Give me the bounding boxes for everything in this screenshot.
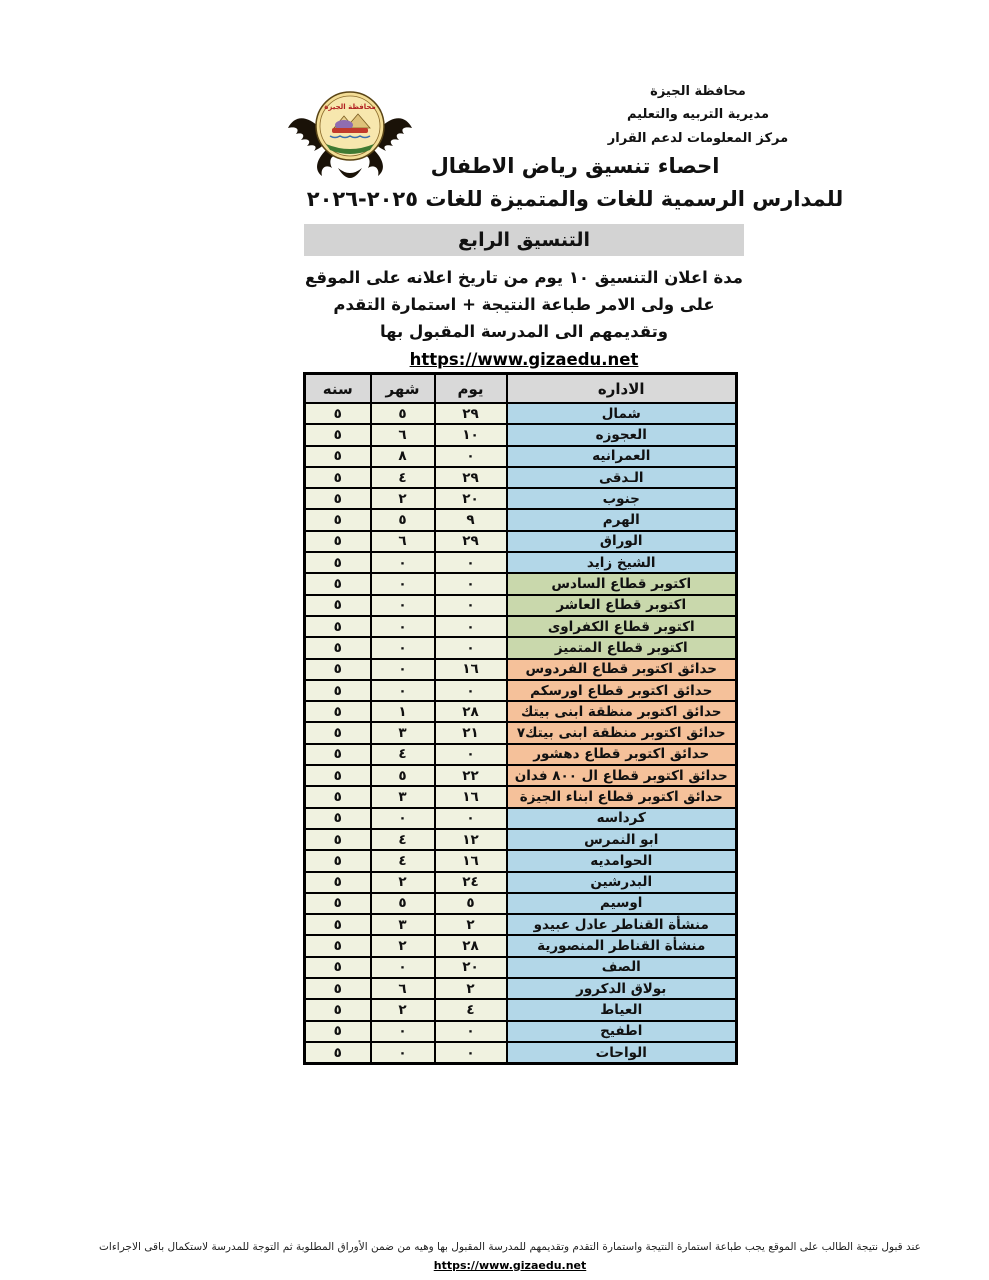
year-cell: ٥ xyxy=(305,765,371,786)
day-cell: ٠ xyxy=(435,595,507,616)
month-cell: ٠ xyxy=(371,680,435,701)
month-cell: ٠ xyxy=(371,1042,435,1064)
table-row xyxy=(305,488,737,509)
day-cell: ٢٨ xyxy=(435,935,507,956)
table-row xyxy=(305,446,737,467)
org-header-line: مركز المعلومات لدعم القرار xyxy=(607,130,789,146)
day-cell: ١٠ xyxy=(435,424,507,445)
year-cell: ٥ xyxy=(305,701,371,722)
day-cell: ٥ xyxy=(435,893,507,914)
month-cell: ٦ xyxy=(371,424,435,445)
admin-name-cell: منشأة القناطر عادل عبيدو xyxy=(507,914,737,935)
admin-name-cell: حدائق اكتوبر قطاع دهشور xyxy=(507,744,737,765)
header-admin: الاداره xyxy=(507,374,737,404)
coordination-round-banner: التنسيق الرابع xyxy=(304,224,744,256)
table-row xyxy=(305,403,737,424)
table-row xyxy=(305,744,737,765)
year-cell: ٥ xyxy=(305,957,371,978)
year-cell: ٥ xyxy=(305,424,371,445)
table-row xyxy=(305,573,737,594)
day-cell: ٠ xyxy=(435,446,507,467)
table-row xyxy=(305,467,737,488)
year-cell: ٥ xyxy=(305,509,371,530)
admin-name-cell: العياط xyxy=(507,999,737,1020)
year-cell: ٥ xyxy=(305,488,371,509)
table-row xyxy=(305,978,737,999)
admin-name-cell: البدرشين xyxy=(507,872,737,893)
day-cell: ٤ xyxy=(435,999,507,1020)
admin-name-cell: حدائق اكتوبر قطاع ابناء الجيزة xyxy=(507,786,737,807)
month-cell: ٢ xyxy=(371,872,435,893)
month-cell: ٣ xyxy=(371,722,435,743)
day-cell: ٠ xyxy=(435,637,507,658)
footer-link-wrap xyxy=(60,1257,960,1276)
table-row xyxy=(305,701,737,722)
admin-name-cell: الواحات xyxy=(507,1042,737,1064)
table-row xyxy=(305,808,737,829)
table-row xyxy=(305,893,737,914)
month-cell: ٤ xyxy=(371,744,435,765)
table-row xyxy=(305,1021,737,1042)
admin-name-cell: حدائق اكتوبر قطاع ال ٨٠٠ فدان xyxy=(507,765,737,786)
table-row xyxy=(305,509,737,530)
month-cell: ٠ xyxy=(371,1021,435,1042)
day-cell: ٢٨ xyxy=(435,701,507,722)
month-cell: ٥ xyxy=(371,765,435,786)
day-cell: ٢١ xyxy=(435,722,507,743)
admin-name-cell: كرداسه xyxy=(507,808,737,829)
month-cell: ٤ xyxy=(371,467,435,488)
admin-name-cell: الهرم xyxy=(507,509,737,530)
year-cell: ٥ xyxy=(305,850,371,871)
notice-line: وتقديمهم الى المدرسة المقبول بها xyxy=(379,322,669,342)
month-cell: ٠ xyxy=(371,573,435,594)
day-cell: ٢٩ xyxy=(435,531,507,552)
header-month: شهر xyxy=(371,374,435,404)
title-line-1: احصاء تنسيق رياض الاطفال xyxy=(430,154,720,178)
admin-name-cell: حدائق اكتوبر منظقة ابنى بيتك٧ xyxy=(507,722,737,743)
year-cell: ٥ xyxy=(305,829,371,850)
org-header-line: محافظة الجيزة xyxy=(650,84,746,99)
year-cell: ٥ xyxy=(305,914,371,935)
month-cell: ٨ xyxy=(371,446,435,467)
month-cell: ٠ xyxy=(371,637,435,658)
table-header-row xyxy=(305,374,737,404)
table-row xyxy=(305,424,737,445)
year-cell: ٥ xyxy=(305,808,371,829)
year-cell: ٥ xyxy=(305,935,371,956)
footer xyxy=(60,1239,960,1276)
year-cell: ٥ xyxy=(305,403,371,424)
day-cell: ٢٢ xyxy=(435,765,507,786)
admin-name-cell: اوسيم xyxy=(507,893,737,914)
day-cell: ٢٠ xyxy=(435,488,507,509)
day-cell: ٠ xyxy=(435,1021,507,1042)
day-cell: ٢٩ xyxy=(435,467,507,488)
year-cell: ٥ xyxy=(305,446,371,467)
page-title xyxy=(230,150,920,215)
month-cell: ٥ xyxy=(371,403,435,424)
admin-name-cell: الحوامديه xyxy=(507,850,737,871)
year-cell: ٥ xyxy=(305,659,371,680)
day-cell: ٢٩ xyxy=(435,403,507,424)
year-cell: ٥ xyxy=(305,531,371,552)
month-cell: ٠ xyxy=(371,659,435,680)
table-row xyxy=(305,616,737,637)
admin-name-cell: اكتوبر قطاع الكفراوى xyxy=(507,616,737,637)
month-cell: ٣ xyxy=(371,786,435,807)
month-cell: ٥ xyxy=(371,893,435,914)
table-row xyxy=(305,786,737,807)
day-cell: ١٦ xyxy=(435,850,507,871)
year-cell: ٥ xyxy=(305,786,371,807)
month-cell: ٠ xyxy=(371,808,435,829)
coordination-table xyxy=(303,372,738,1065)
day-cell: ٠ xyxy=(435,1042,507,1064)
admin-name-cell: الصف xyxy=(507,957,737,978)
footer-text: عند قبول نتيجة الطالب على الموقع يجب طباعة استمارة النتيجة واستمارة التقدم وتقديمهم للمدرسة المقبول بها وهيه من ضمن الأوراق المطلوبة ثم التوجة للمدرسة لاستكمال باقى الاجراءات xyxy=(99,1241,921,1253)
table-row xyxy=(305,829,737,850)
table-row xyxy=(305,765,737,786)
header-year: سنه xyxy=(305,374,371,404)
admin-name-cell: الشيخ زايد xyxy=(507,552,737,573)
year-cell: ٥ xyxy=(305,978,371,999)
year-cell: ٥ xyxy=(305,637,371,658)
admin-name-cell: اكتوبر قطاع العاشر xyxy=(507,595,737,616)
year-cell: ٥ xyxy=(305,467,371,488)
year-cell: ٥ xyxy=(305,573,371,594)
table-row xyxy=(305,531,737,552)
table-row xyxy=(305,872,737,893)
month-cell: ٥ xyxy=(371,509,435,530)
admin-name-cell: بولاق الدكرور xyxy=(507,978,737,999)
year-cell: ٥ xyxy=(305,999,371,1020)
month-cell: ٣ xyxy=(371,914,435,935)
month-cell: ٠ xyxy=(371,595,435,616)
day-cell: ٢ xyxy=(435,978,507,999)
table-row xyxy=(305,957,737,978)
table-row xyxy=(305,914,737,935)
org-header xyxy=(593,80,803,150)
table-row xyxy=(305,552,737,573)
site-link-wrap xyxy=(304,346,744,373)
table-row xyxy=(305,637,737,658)
day-cell: ١٦ xyxy=(435,659,507,680)
table-row xyxy=(305,680,737,701)
admin-name-cell: حدائق اكتوبر منظقة ابنى بيتك xyxy=(507,701,737,722)
table-row xyxy=(305,595,737,616)
notice-block xyxy=(304,264,744,373)
table-row xyxy=(305,722,737,743)
table-row xyxy=(305,1042,737,1064)
month-cell: ٦ xyxy=(371,978,435,999)
table-row xyxy=(305,850,737,871)
year-cell: ٥ xyxy=(305,595,371,616)
admin-name-cell: جنوب xyxy=(507,488,737,509)
year-cell: ٥ xyxy=(305,722,371,743)
year-cell: ٥ xyxy=(305,1021,371,1042)
admin-name-cell: العجوزه xyxy=(507,424,737,445)
day-cell: ٢٤ xyxy=(435,872,507,893)
admin-name-cell: الـدقى xyxy=(507,467,737,488)
day-cell: ٠ xyxy=(435,573,507,594)
day-cell: ٠ xyxy=(435,680,507,701)
day-cell: ٠ xyxy=(435,616,507,637)
notice-line: مدة اعلان التنسيق ١٠ يوم من تاريخ اعلانه على الموقع xyxy=(305,268,743,287)
footer-link[interactable]: https://www.gizaedu.net xyxy=(433,1258,587,1272)
table-row xyxy=(305,659,737,680)
day-cell: ٩ xyxy=(435,509,507,530)
month-cell: ٠ xyxy=(371,957,435,978)
org-header-line: مديرية التربيه والتعليم xyxy=(626,107,770,123)
header-day: يوم xyxy=(435,374,507,404)
notice-line: على ولى الامر طباعة النتيجة + استمارة التقدم xyxy=(333,295,715,315)
year-cell: ٥ xyxy=(305,893,371,914)
admin-name-cell: الوراق xyxy=(507,531,737,552)
month-cell: ٢ xyxy=(371,999,435,1020)
month-cell: ٠ xyxy=(371,616,435,637)
site-link[interactable]: https://www.gizaedu.net xyxy=(409,349,639,369)
day-cell: ٠ xyxy=(435,808,507,829)
admin-name-cell: شمال xyxy=(507,403,737,424)
month-cell: ٢ xyxy=(371,935,435,956)
month-cell: ٠ xyxy=(371,552,435,573)
admin-name-cell: اكتوبر قطاع السادس xyxy=(507,573,737,594)
admin-name-cell: العمرانيه xyxy=(507,446,737,467)
day-cell: ٢ xyxy=(435,914,507,935)
year-cell: ٥ xyxy=(305,680,371,701)
year-cell: ٥ xyxy=(305,552,371,573)
admin-name-cell: حدائق اكتوبر قطاع اورسكم xyxy=(507,680,737,701)
day-cell: ٠ xyxy=(435,552,507,573)
svg-text:محافظة الجيزة: محافظة الجيزة xyxy=(324,103,376,111)
admin-name-cell: اطفيح xyxy=(507,1021,737,1042)
year-cell: ٥ xyxy=(305,616,371,637)
year-cell: ٥ xyxy=(305,744,371,765)
month-cell: ٤ xyxy=(371,829,435,850)
month-cell: ٤ xyxy=(371,850,435,871)
month-cell: ٦ xyxy=(371,531,435,552)
month-cell: ١ xyxy=(371,701,435,722)
title-line-2: للمدارس الرسمية للغات والمتميزة للغات ٢٠٢٥-٢٠٢٦ xyxy=(306,186,844,211)
day-cell: ٠ xyxy=(435,744,507,765)
table-row xyxy=(305,935,737,956)
month-cell: ٢ xyxy=(371,488,435,509)
admin-name-cell: اكتوبر قطاع المتميز xyxy=(507,637,737,658)
day-cell: ١٦ xyxy=(435,786,507,807)
admin-name-cell: حدائق اكتوبر قطاع الفردوس xyxy=(507,659,737,680)
year-cell: ٥ xyxy=(305,1042,371,1064)
admin-name-cell: ابو النمرس xyxy=(507,829,737,850)
year-cell: ٥ xyxy=(305,872,371,893)
day-cell: ١٢ xyxy=(435,829,507,850)
day-cell: ٢٠ xyxy=(435,957,507,978)
table-row xyxy=(305,999,737,1020)
admin-name-cell: منشأة القناطر المنصورية xyxy=(507,935,737,956)
